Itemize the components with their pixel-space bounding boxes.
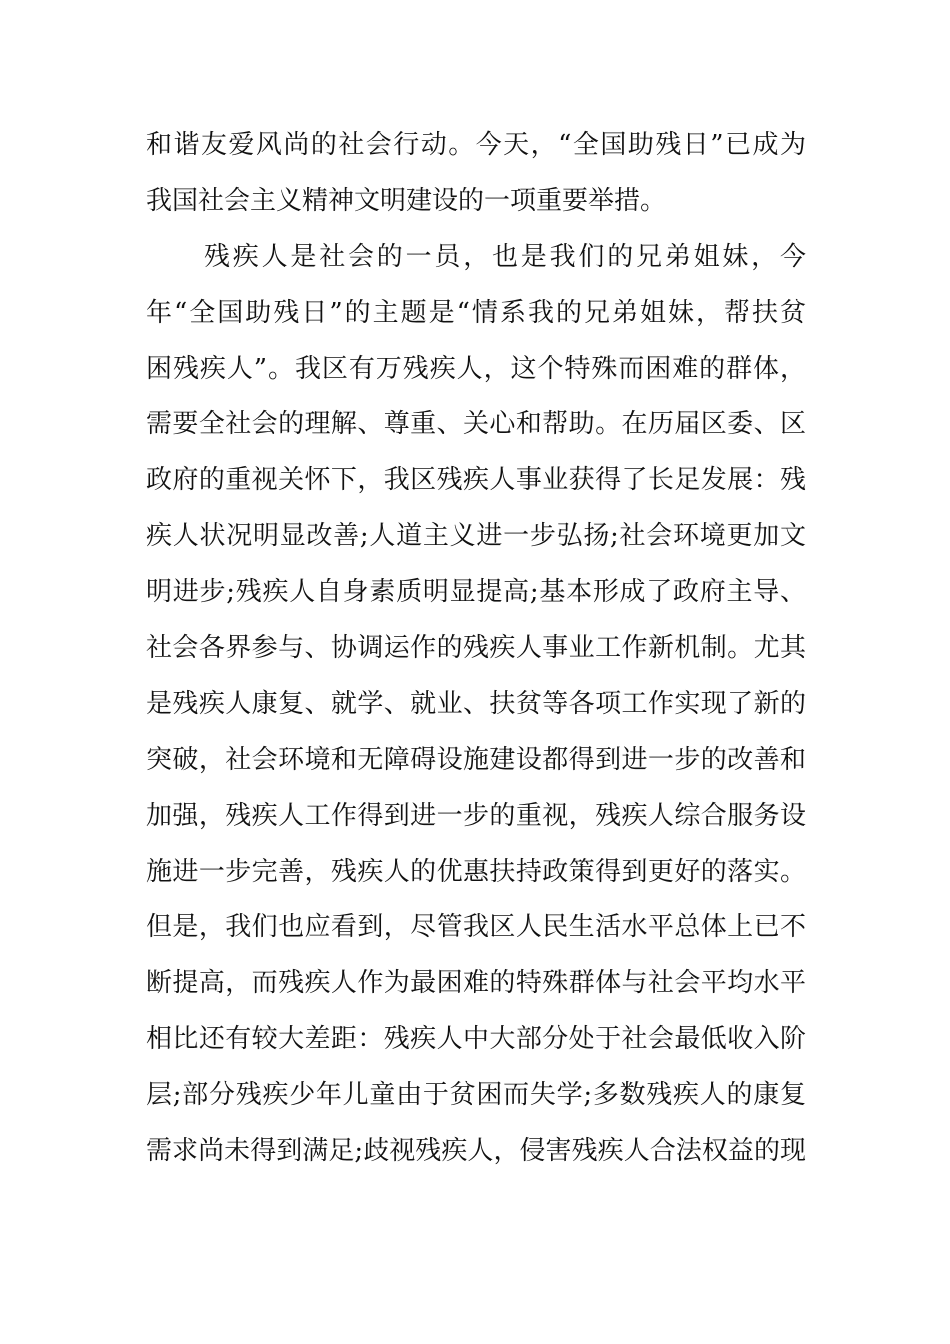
text-line: 社会各界参与、协调运作的残疾人事业工作新机制。尤其: [146, 633, 806, 664]
text-line: 层;部分残疾少年儿童由于贫困而失学;多数残疾人的康复: [146, 1080, 806, 1111]
text-line: 相比还有较大差距：残疾人中大部分处于社会最低收入阶: [146, 1024, 806, 1055]
text-line: 疾人状况明显改善;人道主义进一步弘扬;社会环境更加文: [146, 521, 806, 552]
text-line: 和谐友爱风尚的社会行动。今天，“全国助残日”已成为: [146, 130, 806, 160]
body-text: [146, 118, 806, 1180]
text-line: 我国社会主义精神文明建设的一项重要举措。: [146, 185, 667, 216]
text-line: 但是，我们也应看到，尽管我区人民生活水平总体上已不: [146, 912, 806, 943]
paragraph-first-line: 残疾人是社会的一员，也是我们的兄弟姐妹，今: [204, 241, 806, 272]
text-line: 是残疾人康复、就学、就业、扶贫等各项工作实现了新的: [146, 688, 806, 719]
text-line: 断提高，而残疾人作为最困难的特殊群体与社会平均水平: [146, 968, 806, 999]
text-line: 需要全社会的理解、尊重、关心和帮助。在历届区委、区: [146, 409, 806, 440]
text-line: 明进步;残疾人自身素质明显提高;基本形成了政府主导、: [146, 577, 806, 608]
text-line: 政府的重视关怀下，我区残疾人事业获得了长足发展：残: [146, 465, 806, 496]
text-line: 年“全国助残日”的主题是“情系我的兄弟姐妹，帮扶贫: [146, 297, 806, 328]
text-line: 加强，残疾人工作得到进一步的重视，残疾人综合服务设: [146, 800, 806, 831]
text-line: 突破，社会环境和无障碍设施建设都得到进一步的改善和: [146, 744, 806, 775]
text-line: 施进一步完善，残疾人的优惠扶持政策得到更好的落实。: [146, 856, 806, 887]
text-line: 困残疾人”。我区有万残疾人，这个特殊而困难的群体，: [146, 353, 806, 384]
text-line: 需求尚未得到满足;歧视残疾人，侵害残疾人合法权益的现: [146, 1136, 806, 1167]
